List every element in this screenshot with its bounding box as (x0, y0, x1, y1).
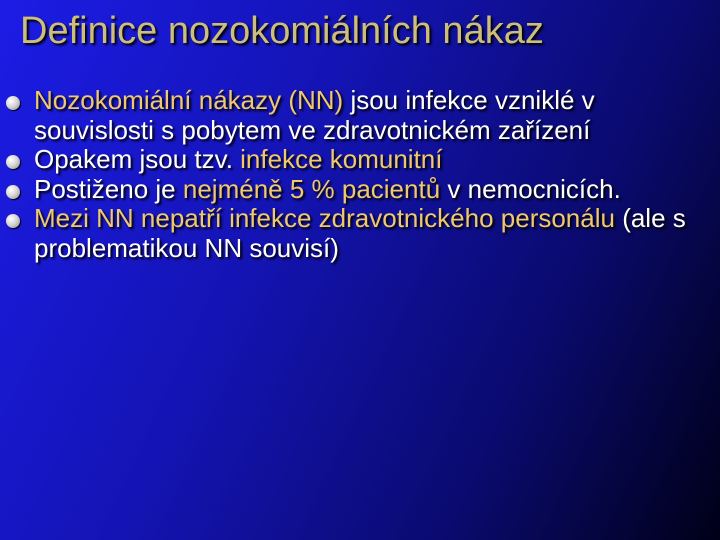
bullet-text: v nemocnicích. (440, 173, 621, 204)
bullet-text-highlight: Nozokomiální nákazy (NN) (34, 85, 344, 115)
bullet-item (0, 86, 720, 145)
bullet-item (0, 204, 720, 263)
bullet-item (0, 145, 720, 175)
bullet-item (0, 175, 720, 205)
bullet-text: Opakem jsou tzv. (34, 144, 241, 174)
bullet-text: jsou infekce vzniklé v souvislosti s pobytem ve zdravotnickém zařízení (34, 85, 595, 145)
bullet-text: (ale s problematikou NN souvisí) (34, 203, 686, 263)
slide-title: Definice nozokomiálních nákaz (20, 10, 544, 52)
round-bullet-icon (6, 214, 20, 228)
bullet-text-highlight: nejméně 5 % pacientů (182, 173, 441, 204)
round-bullet-icon (6, 185, 20, 199)
round-bullet-icon (6, 155, 20, 169)
bullet-text-highlight: infekce komunitní (240, 144, 443, 174)
bullet-list (0, 86, 720, 263)
round-bullet-icon (6, 96, 20, 110)
bullet-text-highlight: Mezi NN nepatří infekce zdravotnického personálu (34, 203, 615, 233)
bullet-text: Postiženo je (34, 173, 183, 204)
